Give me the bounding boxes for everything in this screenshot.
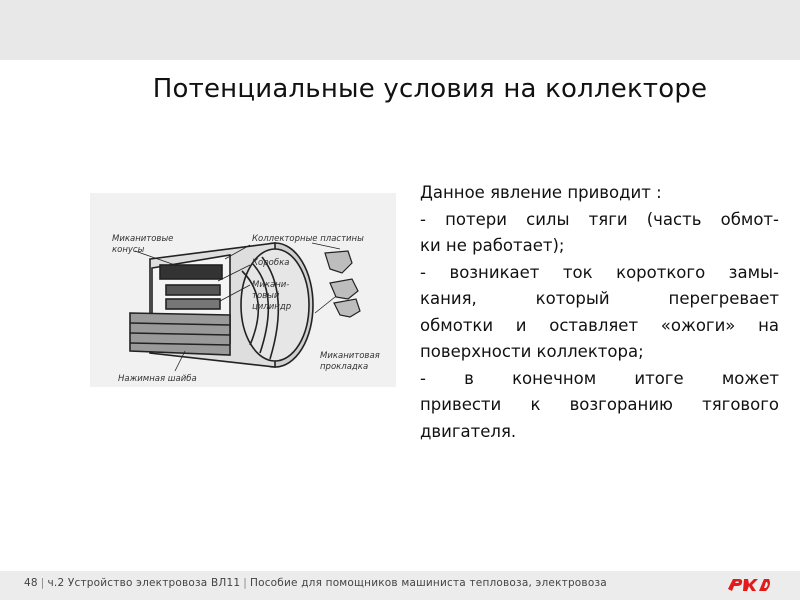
item-3-line-3: двигателя.: [420, 421, 517, 441]
svg-text:товый: товый: [252, 291, 280, 301]
svg-text:Коллекторные пластины: Коллекторные пластины: [252, 234, 364, 244]
item-3-line-2: привести к возгоранию тягового: [420, 395, 779, 414]
commutator-body: [130, 243, 340, 371]
item-1-line-1: - потери силы тяги (часть обмот-: [420, 209, 779, 229]
manual-label: Пособие для помощников машиниста тепловоза, электровоза: [249, 577, 607, 589]
footer-text: [24, 577, 607, 589]
item-3-line-1: - в конечном итоге может: [420, 368, 779, 388]
svg-text:прокладка: прокладка: [320, 362, 369, 372]
item-2-line-2: кания, который перегревает: [420, 289, 779, 308]
rzd-logo-icon: [724, 573, 774, 597]
item-2-line-3: обмотки и оставляет «ожоги» на: [420, 315, 779, 335]
svg-text:Нажимная шайба: Нажимная шайба: [118, 374, 197, 384]
slide-title: Потенциальные условия на коллекторе: [152, 74, 708, 104]
intro-line: Данное явление приводит :: [420, 183, 662, 202]
collector-diagram: [90, 193, 396, 387]
collector-plates: [312, 243, 360, 317]
item-1-line-2: ки не работает);: [420, 236, 565, 255]
svg-text:Миканитовая: Миканитовая: [320, 351, 380, 361]
svg-text:Микани-: Микани-: [252, 280, 290, 290]
item-2-line-1: - возникает ток короткого замы-: [420, 262, 779, 282]
footer-separator: |: [40, 577, 45, 589]
svg-text:Коробка: Коробка: [252, 258, 290, 268]
collector-drawing: [90, 193, 396, 387]
consequences-text: [420, 180, 779, 445]
item-2-line-4: поверхности коллектора;: [420, 342, 644, 361]
header-band: [0, 0, 800, 60]
footer-separator: |: [243, 577, 247, 589]
svg-text:Миканитовые: Миканитовые: [112, 234, 174, 244]
footer-bar: [0, 571, 800, 600]
svg-text:конусы: конусы: [112, 245, 145, 255]
page-number: 48: [24, 577, 38, 589]
svg-text:цилиндр: цилиндр: [252, 302, 292, 312]
chapter-label: ч.2 Устройство электровоза ВЛ11: [47, 577, 241, 589]
